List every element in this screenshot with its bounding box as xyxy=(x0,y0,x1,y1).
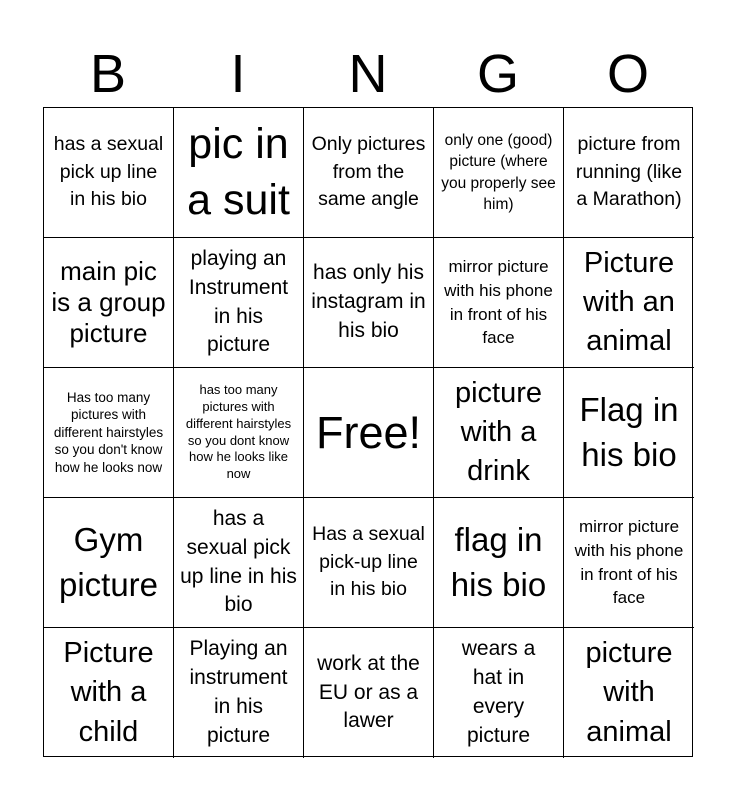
bingo-header xyxy=(43,40,693,108)
cell-text: Picture with a child xyxy=(63,637,154,748)
header-letter-n: N xyxy=(348,44,388,104)
bingo-cell[interactable] xyxy=(174,368,304,498)
bingo-cell[interactable] xyxy=(44,498,174,628)
bingo-cell[interactable] xyxy=(434,238,564,368)
cell-text: picture with animal xyxy=(585,637,673,748)
cell-text: picture with a drink xyxy=(454,376,543,488)
cell-text: Flag in his bio xyxy=(579,390,679,473)
cell-text: work at the EU or as a lawer xyxy=(317,651,420,733)
cell-text: mirror picture with his phone in front of his face xyxy=(574,516,684,608)
cell-text: Has too many pictures with different hairstyles so you don't know how he looks now xyxy=(53,389,164,475)
cell-text: has only his instagram in his bio xyxy=(311,261,426,342)
cell-text: Gym picture xyxy=(58,520,159,603)
cell-text: has a sexual pick up line in his bio xyxy=(53,132,164,211)
bingo-cell[interactable] xyxy=(304,108,434,238)
bingo-cell[interactable] xyxy=(564,238,694,368)
bingo-cell[interactable] xyxy=(44,368,174,498)
bingo-cell[interactable] xyxy=(564,628,694,758)
cell-text: wears a hat in every picture xyxy=(461,637,536,747)
cell-text: pic in a suit xyxy=(187,120,290,224)
cell-text: Playing an instrument in his picture xyxy=(189,637,288,747)
header-letter-b: B xyxy=(89,44,127,104)
header-letter-i: I xyxy=(230,44,246,104)
bingo-cell[interactable] xyxy=(564,498,694,628)
cell-text: Free! xyxy=(315,406,422,458)
bingo-cell[interactable] xyxy=(304,628,434,758)
bingo-cell-free[interactable] xyxy=(304,368,434,498)
header-letter-o: O xyxy=(606,44,649,104)
bingo-cell[interactable] xyxy=(434,368,564,498)
bingo-cell[interactable] xyxy=(304,498,434,628)
bingo-cell[interactable] xyxy=(44,628,174,758)
bingo-cell[interactable] xyxy=(434,108,564,238)
bingo-cell[interactable] xyxy=(434,498,564,628)
bingo-cell[interactable] xyxy=(564,108,694,238)
header-letter-g: G xyxy=(476,44,519,104)
bingo-cell[interactable] xyxy=(174,238,304,368)
cell-text: has too many pictures with different hairstyles so you dont know how he looks like now xyxy=(185,381,292,482)
cell-text: only one (good) picture (where you properly see him) xyxy=(441,131,556,213)
bingo-board xyxy=(43,107,693,757)
bingo-cell[interactable] xyxy=(174,628,304,758)
cell-text: Has a sexual pick-up line in his bio xyxy=(312,522,425,601)
bingo-cell[interactable] xyxy=(174,108,304,238)
bingo-cell[interactable] xyxy=(174,498,304,628)
cell-text: picture from running (like a Marathon) xyxy=(575,132,683,211)
bingo-cell[interactable] xyxy=(304,238,434,368)
bingo-cell[interactable] xyxy=(434,628,564,758)
cell-text: main pic is a group picture xyxy=(51,255,166,349)
bingo-cell[interactable] xyxy=(564,368,694,498)
cell-text: playing an Instrument in his picture xyxy=(188,246,289,357)
cell-text: Picture with an animal xyxy=(583,246,675,358)
cell-text: mirror picture with his phone in front of his face xyxy=(444,256,553,348)
cell-text: has a sexual pick up line in his bio xyxy=(180,506,297,617)
bingo-cell[interactable] xyxy=(44,108,174,238)
bingo-cell[interactable] xyxy=(44,238,174,368)
cell-text: Only pictures from the same angle xyxy=(311,132,426,211)
cell-text: flag in his bio xyxy=(450,520,547,603)
